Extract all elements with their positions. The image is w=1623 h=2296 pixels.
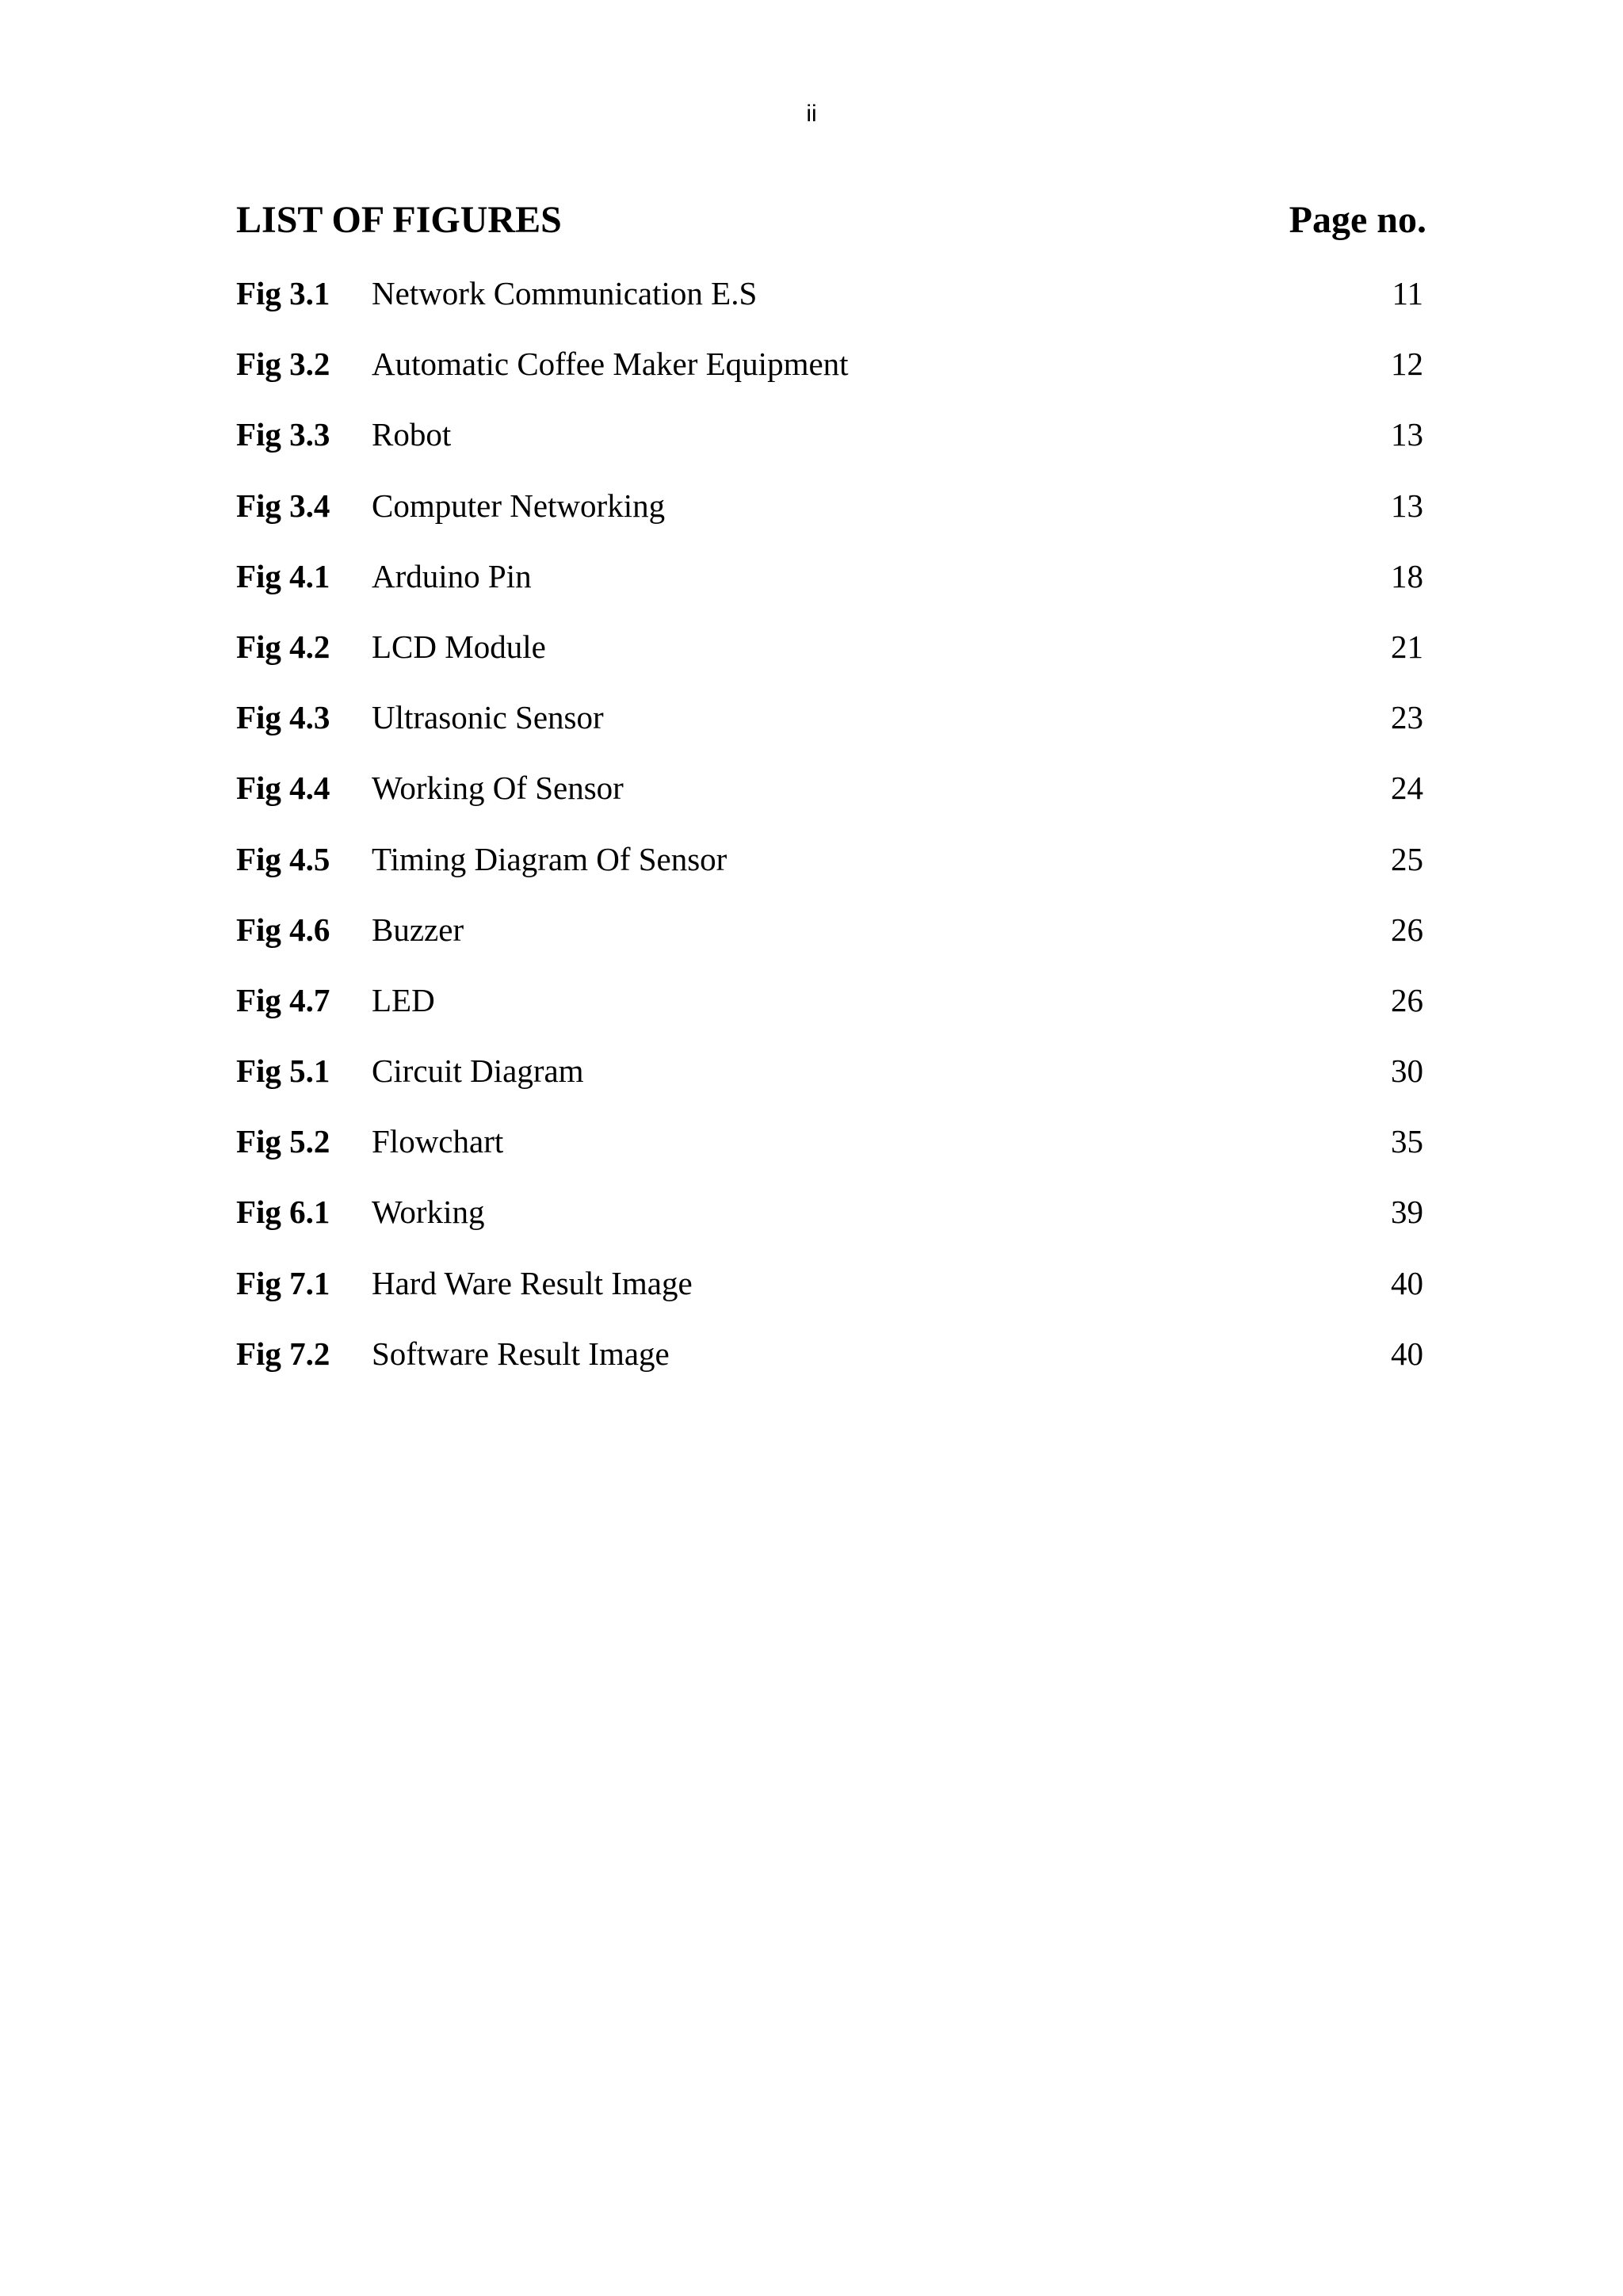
figure-entry — [236, 693, 1426, 764]
figure-label: Fig 5.2 — [236, 1123, 330, 1160]
figure-label: Fig 4.5 — [236, 840, 330, 877]
figure-label: Fig 3.1 — [236, 275, 330, 311]
figure-label: Fig 4.3 — [236, 699, 330, 736]
figure-page: 12 — [1391, 346, 1423, 383]
figure-title: Software Result Image — [372, 1335, 670, 1372]
figure-page: 11 — [1392, 275, 1423, 311]
figure-page: 26 — [1391, 911, 1423, 948]
figure-title: Working — [372, 1194, 485, 1231]
figure-entry — [236, 1330, 1426, 1400]
figure-page: 39 — [1391, 1194, 1423, 1231]
figure-label: Fig 4.1 — [236, 557, 330, 594]
figure-page: 18 — [1391, 557, 1423, 594]
figure-title: Automatic Coffee Maker Equipment — [372, 346, 849, 383]
figure-page: 21 — [1391, 628, 1423, 665]
figure-entry — [236, 1259, 1426, 1330]
figure-page: 24 — [1391, 770, 1423, 807]
figure-page: 35 — [1391, 1123, 1423, 1160]
figure-entry — [236, 552, 1426, 623]
figure-entry — [236, 1117, 1426, 1188]
figure-title: Computer Networking — [372, 487, 666, 524]
figure-page: 13 — [1391, 416, 1423, 453]
list-heading — [236, 193, 1426, 248]
figure-title: Hard Ware Result Image — [372, 1264, 693, 1301]
figure-entry — [236, 1188, 1426, 1259]
figure-label: Fig 4.2 — [236, 628, 330, 665]
figure-title: Ultrasonic Sensor — [372, 699, 604, 736]
figure-title: LCD Module — [372, 628, 546, 665]
figure-label: Fig 3.3 — [236, 416, 330, 453]
figure-title: Timing Diagram Of Sensor — [372, 840, 727, 877]
figure-title: Network Communication E.S — [372, 275, 758, 311]
page-column-heading: Page no. — [1289, 199, 1426, 241]
figure-label: Fig 4.6 — [236, 911, 330, 948]
figure-label: Fig 7.1 — [236, 1264, 330, 1301]
figure-entry — [236, 835, 1426, 906]
figure-entry — [236, 269, 1426, 340]
figure-page: 30 — [1391, 1052, 1423, 1090]
figure-label: Fig 4.7 — [236, 981, 330, 1018]
figure-title: Robot — [372, 416, 452, 453]
figure-entry — [236, 764, 1426, 835]
list-title: LIST OF FIGURES — [236, 199, 562, 241]
figure-page: 40 — [1391, 1264, 1423, 1301]
figure-label: Fig 3.4 — [236, 487, 330, 524]
figure-title: Buzzer — [372, 911, 464, 948]
figure-entry — [236, 482, 1426, 552]
figure-title: Flowchart — [372, 1123, 504, 1160]
figure-list — [236, 269, 1426, 1400]
figure-label: Fig 6.1 — [236, 1194, 330, 1231]
figure-page: 26 — [1391, 981, 1423, 1018]
figure-entry — [236, 623, 1426, 693]
figure-page: 13 — [1391, 487, 1423, 524]
figure-title: Arduino Pin — [372, 557, 532, 594]
figure-page: 25 — [1391, 840, 1423, 877]
figure-label: Fig 4.4 — [236, 770, 330, 807]
figure-title: Circuit Diagram — [372, 1052, 584, 1090]
figure-label: Fig 5.1 — [236, 1052, 330, 1090]
figure-entry — [236, 976, 1426, 1047]
figure-entry — [236, 906, 1426, 976]
figure-page: 23 — [1391, 699, 1423, 736]
figure-page: 40 — [1391, 1335, 1423, 1372]
figure-title: LED — [372, 981, 435, 1018]
figure-label: Fig 7.2 — [236, 1335, 330, 1372]
figure-label: Fig 3.2 — [236, 346, 330, 383]
figure-entry — [236, 1047, 1426, 1117]
figure-entry — [236, 411, 1426, 481]
figure-entry — [236, 340, 1426, 411]
page-number: ii — [806, 101, 817, 127]
figure-title: Working Of Sensor — [372, 770, 624, 807]
